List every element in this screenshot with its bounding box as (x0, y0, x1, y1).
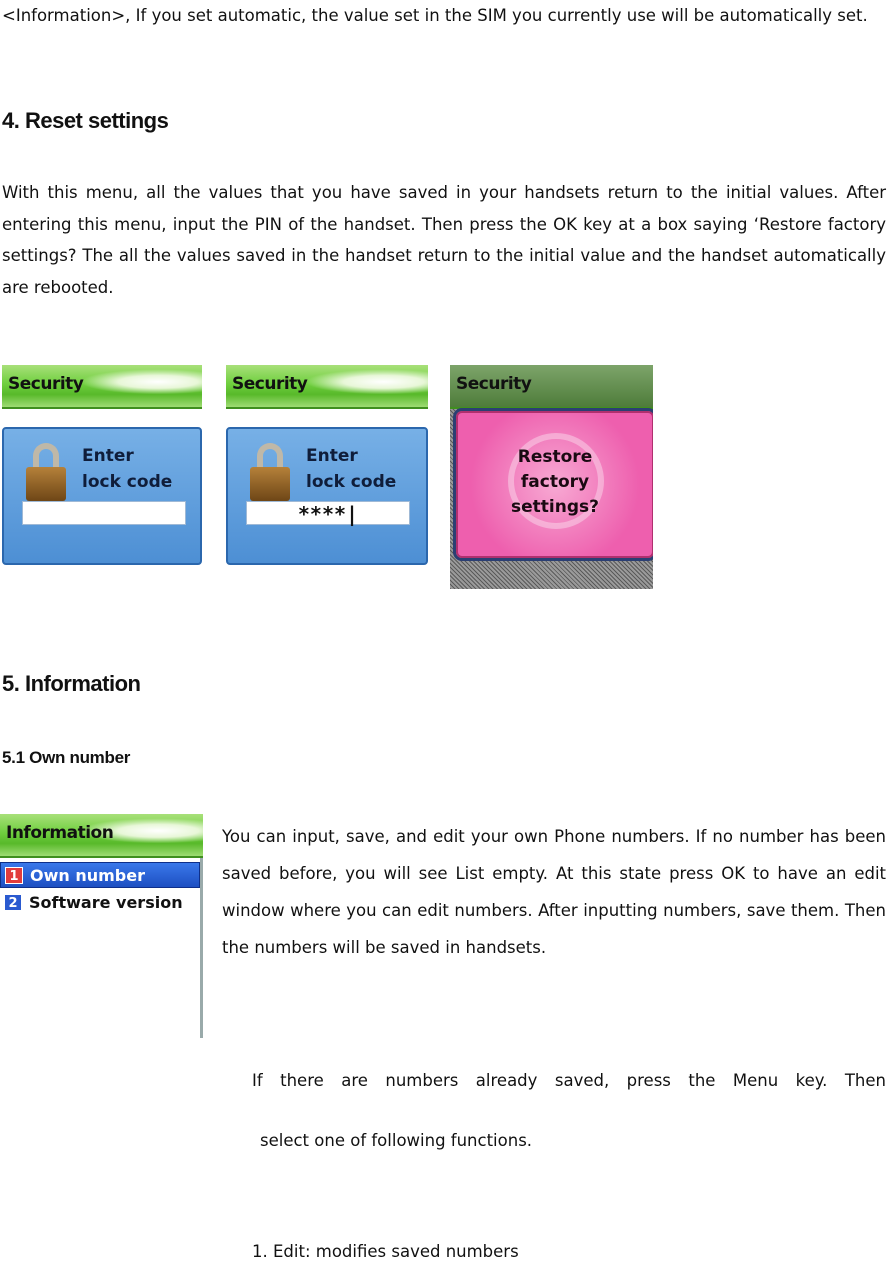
menu-key-note: If there are numbers already saved, press the Menu key. Then (252, 1071, 886, 1090)
information-menu-screen (0, 814, 203, 1038)
subheading-own-number: 5.1 Own number (2, 748, 131, 767)
screen-titlebar (226, 365, 428, 409)
padlock-icon (26, 443, 66, 501)
intro-note: <Information>, If you set automatic, the value set in the SIM you currently use will be automatically set. (2, 6, 868, 25)
screen-title: Information (6, 823, 114, 843)
screen-title: Security (8, 374, 84, 394)
section-heading-information: 5. Information (2, 671, 141, 696)
menu-item-software-version[interactable] (0, 890, 200, 916)
lock-panel (2, 427, 202, 565)
screen-titlebar (0, 814, 203, 858)
menu-item-label: Software version (29, 893, 183, 912)
lock-code-field[interactable]: ****| (246, 501, 410, 525)
lock-panel (226, 427, 428, 565)
lock-code-field[interactable] (22, 501, 186, 525)
number-badge-icon: 1 (5, 867, 23, 884)
scrollbar[interactable] (200, 858, 203, 1038)
lock-code-screen-filled (226, 365, 428, 590)
restore-question: Restore factory settings? (511, 447, 599, 517)
number-badge-icon: 2 (4, 894, 22, 911)
menu-key-note-cont: select one of following functions. (260, 1131, 533, 1150)
menu-item-label: Own number (30, 866, 145, 885)
lock-code-screen-empty (2, 365, 202, 590)
screen-title: Security (232, 374, 308, 394)
reset-description: With this menu, all the values that you have saved in your handsets return to the initial values. After entering this menu, input the PIN of the handset. Then press the OK key at a box saying ‘Restore factory settings? The all the values saved in the handset return to the initial value and the handset automatically are rebooted. (2, 183, 886, 297)
restore-factory-screen (450, 365, 653, 589)
padlock-icon (250, 443, 290, 501)
screen-title: Security (456, 374, 532, 394)
section-heading-reset: 4. Reset settings (2, 108, 169, 133)
enter-lock-code-label: Enter lock code (306, 446, 397, 492)
enter-lock-code-label: Enter lock code (82, 446, 173, 492)
restore-confirm-dialog[interactable] (456, 411, 653, 558)
own-number-description: You can input, save, and edit your own Phone numbers. If no number has been saved before, you will see List empty. At this state press OK to have an edit window where you can edit numbers. After inputting numbers, save them. Then the numbers will be saved in handsets. (222, 827, 886, 957)
menu-item-own-number[interactable] (0, 862, 200, 888)
screen-titlebar (2, 365, 202, 409)
list-item-edit: 1. Edit: modifies saved numbers (252, 1242, 519, 1261)
screen-titlebar (450, 365, 653, 409)
